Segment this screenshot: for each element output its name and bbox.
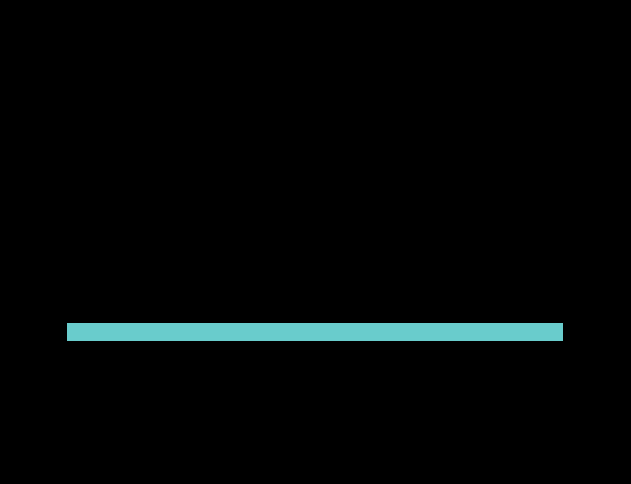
court-label (401, 323, 563, 341)
court-label (67, 323, 236, 341)
court-row (67, 323, 563, 341)
court-label (236, 323, 401, 341)
